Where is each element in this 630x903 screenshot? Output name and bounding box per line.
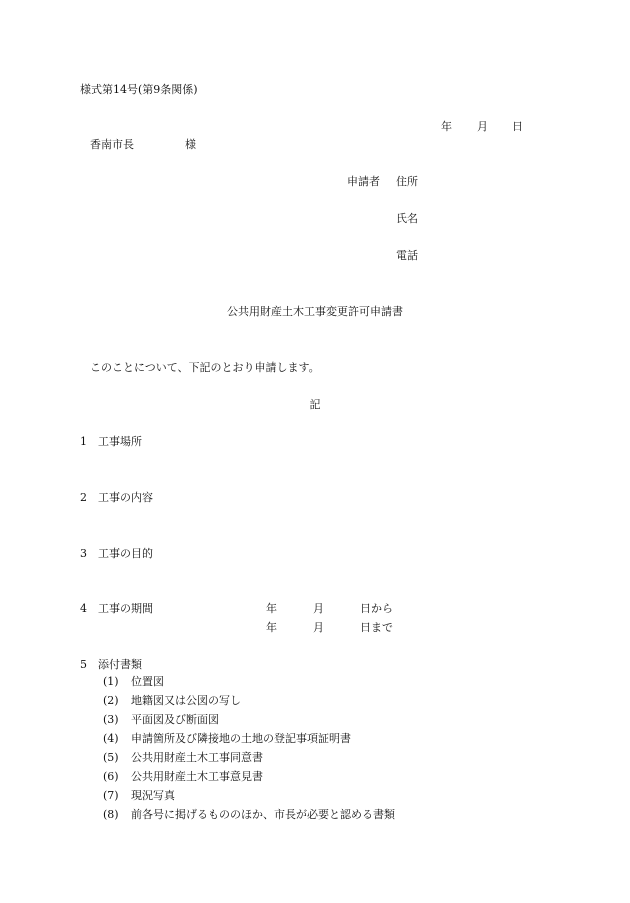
period-end-day-label: 日まで [360, 621, 393, 634]
addressee-honorific: 様 [185, 138, 196, 151]
attachment-number: (2) [103, 694, 119, 707]
attachment-number: (4) [103, 732, 119, 745]
period-start-month-label: 月 [313, 602, 324, 615]
section-attachments: 添付書類 [98, 658, 142, 671]
intro-text: このことについて、下記のとおり申請します。 [90, 361, 320, 374]
ki-heading: 記 [309, 398, 321, 411]
attachment-number: (6) [103, 770, 119, 783]
attachment-item [0, 714, 630, 732]
attachment-text: 前各号に掲げるもののほか、市長が必要と認める書類 [131, 808, 395, 821]
attachment-item [0, 809, 630, 827]
document-title: 公共用財産土木工事変更許可申請書 [227, 305, 403, 318]
attachment-item [0, 676, 630, 694]
applicant-phone-label: 電話 [396, 249, 418, 262]
period-start-day-label: 日から [360, 602, 393, 615]
attachment-text: 地籍図又は公図の写し [131, 694, 241, 707]
section-number: 1 [80, 435, 87, 448]
attachment-item [0, 695, 630, 713]
period-end-year-label: 年 [266, 621, 277, 634]
section-construction-purpose: 工事の目的 [98, 547, 153, 560]
addressee-name: 香南市長 [90, 138, 134, 151]
section-construction-period: 工事の期間 [98, 602, 153, 615]
attachment-text: 現況写真 [131, 789, 175, 802]
date-month-label: 月 [477, 120, 488, 133]
attachment-number: (3) [103, 713, 119, 726]
section-number: 4 [80, 602, 87, 615]
attachment-text: 申請箇所及び隣接地の土地の登記事項証明書 [131, 732, 351, 745]
attachment-number: (1) [103, 675, 119, 688]
section-number: 5 [80, 658, 87, 671]
attachment-text: 公共用財産土木工事意見書 [131, 770, 263, 783]
attachment-number: (5) [103, 751, 119, 764]
period-start-year-label: 年 [266, 602, 277, 615]
attachment-text: 位置図 [131, 675, 164, 688]
section-construction-content: 工事の内容 [98, 491, 153, 504]
period-end-month-label: 月 [313, 621, 324, 634]
attachment-text: 公共用財産土木工事同意書 [131, 751, 263, 764]
attachment-item [0, 733, 630, 751]
section-construction-location: 工事場所 [98, 435, 142, 448]
attachment-item [0, 752, 630, 770]
date-year-label: 年 [441, 120, 452, 133]
applicant-label: 申請者 [347, 175, 380, 188]
form-number-label: 様式第14号(第9条関係) [80, 83, 198, 96]
attachment-number: (7) [103, 789, 119, 802]
attachment-item [0, 771, 630, 789]
attachment-text: 平面図及び断面図 [131, 713, 219, 726]
attachment-number: (8) [103, 808, 119, 821]
section-number: 2 [80, 491, 87, 504]
date-day-label: 日 [512, 120, 523, 133]
section-number: 3 [80, 547, 87, 560]
applicant-name-label: 氏名 [396, 212, 418, 225]
date-line [0, 121, 630, 135]
applicant-address-label: 住所 [396, 175, 418, 188]
attachment-item [0, 790, 630, 808]
